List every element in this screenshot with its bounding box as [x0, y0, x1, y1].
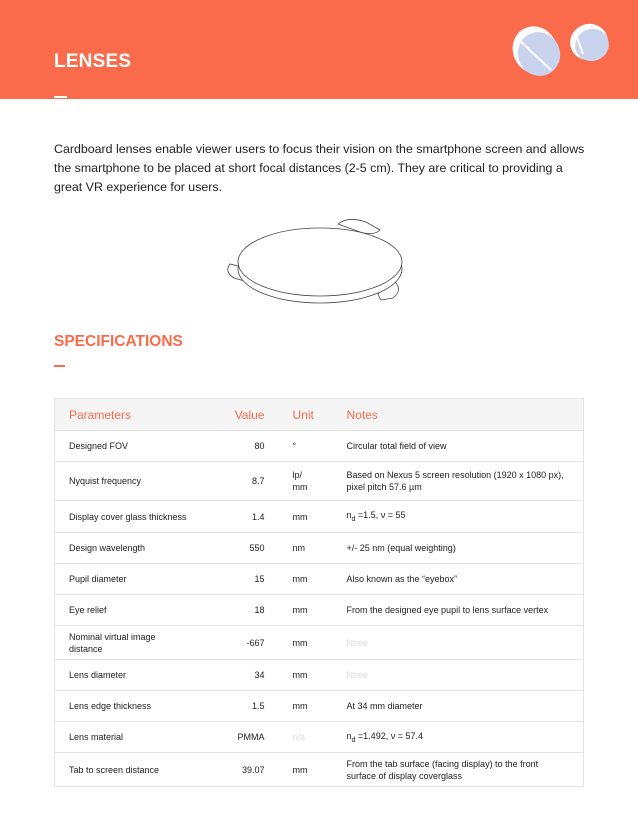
page-title: LENSES: [54, 51, 132, 72]
specifications-table: [54, 398, 584, 787]
value-cell: -667: [213, 626, 279, 660]
refractive-index-subscript: d: [351, 736, 356, 744]
parameter-cell: Tab to screen distance: [55, 753, 213, 787]
parameter-cell: Designed FOV: [55, 431, 213, 462]
note-cell: At 34 mm diameter: [333, 691, 584, 722]
refractive-index-value: =1.492, ν = 57.4: [355, 730, 423, 741]
value-cell: 1.5: [213, 691, 279, 722]
parameter-cell: Lens diameter: [55, 660, 213, 691]
page-header: [0, 0, 638, 99]
note-cell: +/- 25 nm (equal weighting): [333, 533, 584, 564]
value-cell: 80: [213, 431, 279, 462]
note-cell: [333, 722, 584, 753]
unit-cell: mm: [279, 501, 333, 533]
table-row: [55, 564, 584, 595]
note-cell: Based on Nexus 5 screen resolution (1920 x 1080 px), pixel pitch 57.6 µm: [333, 462, 584, 501]
table-row: [55, 533, 584, 564]
table-row: [55, 595, 584, 626]
refractive-index-symbol: n: [346, 730, 352, 741]
table-row: [55, 501, 584, 533]
lens-illustration: [220, 212, 420, 312]
table-row: [55, 753, 584, 787]
column-header-notes: Notes: [333, 399, 584, 431]
unit-cell: n/a: [279, 722, 333, 753]
parameter-cell: Lens edge thickness: [55, 691, 213, 722]
value-cell: PMMA: [213, 722, 279, 753]
note-cell: From the tab surface (facing display) to the front surface of display coverglass: [333, 753, 584, 787]
unit-cell: mm: [279, 626, 333, 660]
table-row: [55, 722, 584, 753]
value-cell: 15: [213, 564, 279, 595]
parameter-cell: Nominal virtual image distance: [55, 626, 213, 660]
note-cell: From the designed eye pupil to lens surface vertex: [333, 595, 584, 626]
title-underline: [54, 96, 67, 98]
parameter-cell: Eye relief: [55, 595, 213, 626]
table-row: [55, 660, 584, 691]
value-cell: 550: [213, 533, 279, 564]
unit-cell: mm: [279, 660, 333, 691]
table-row: [55, 462, 584, 501]
note-cell: Circular total field of view: [333, 431, 584, 462]
parameter-cell: Display cover glass thickness: [55, 501, 213, 533]
parameter-cell: Pupil diameter: [55, 564, 213, 595]
note-cell: [333, 501, 584, 533]
table-row: [55, 626, 584, 660]
column-header-parameters: Parameters: [55, 399, 213, 431]
value-cell: 39.07: [213, 753, 279, 787]
note-cell: Also known as the “eyebox”: [333, 564, 584, 595]
refractive-index-subscript: d: [351, 516, 356, 523]
value-cell: 34: [213, 660, 279, 691]
intro-paragraph: Cardboard lenses enable viewer users to focus their vision on the smartphone screen and allows the smartphone to be placed at short focal distances (2-5 cm). They are critical to providing a great VR experience for users.: [54, 142, 585, 194]
value-cell: 1.4: [213, 501, 279, 533]
refractive-index-symbol: n: [346, 510, 352, 520]
unit-cell: °: [279, 431, 333, 462]
parameter-cell: Lens material: [55, 722, 213, 753]
unit-cell: mm: [279, 691, 333, 722]
specifications-heading: SPECIFICATIONS: [54, 333, 183, 350]
note-cell: None: [333, 626, 584, 660]
lens-pair-icon: [505, 18, 615, 78]
parameter-cell: Design wavelength: [55, 533, 213, 564]
specifications-underline: [54, 365, 65, 367]
unit-cell: mm: [279, 564, 333, 595]
table-row: [55, 691, 584, 722]
unit-cell: mm: [279, 753, 333, 787]
refractive-index-value: =1.5, ν = 55: [355, 510, 406, 520]
unit-cell: mm: [279, 595, 333, 626]
column-header-value: Value: [213, 399, 279, 431]
unit-cell: lp/ mm: [279, 462, 333, 501]
table-header-row: [55, 399, 584, 431]
note-cell: None: [333, 660, 584, 691]
unit-cell: nm: [279, 533, 333, 564]
parameter-cell: Nyquist frequency: [55, 462, 213, 501]
column-header-unit: Unit: [279, 399, 333, 431]
value-cell: 18: [213, 595, 279, 626]
table-row: [55, 431, 584, 462]
value-cell: 8.7: [213, 462, 279, 501]
